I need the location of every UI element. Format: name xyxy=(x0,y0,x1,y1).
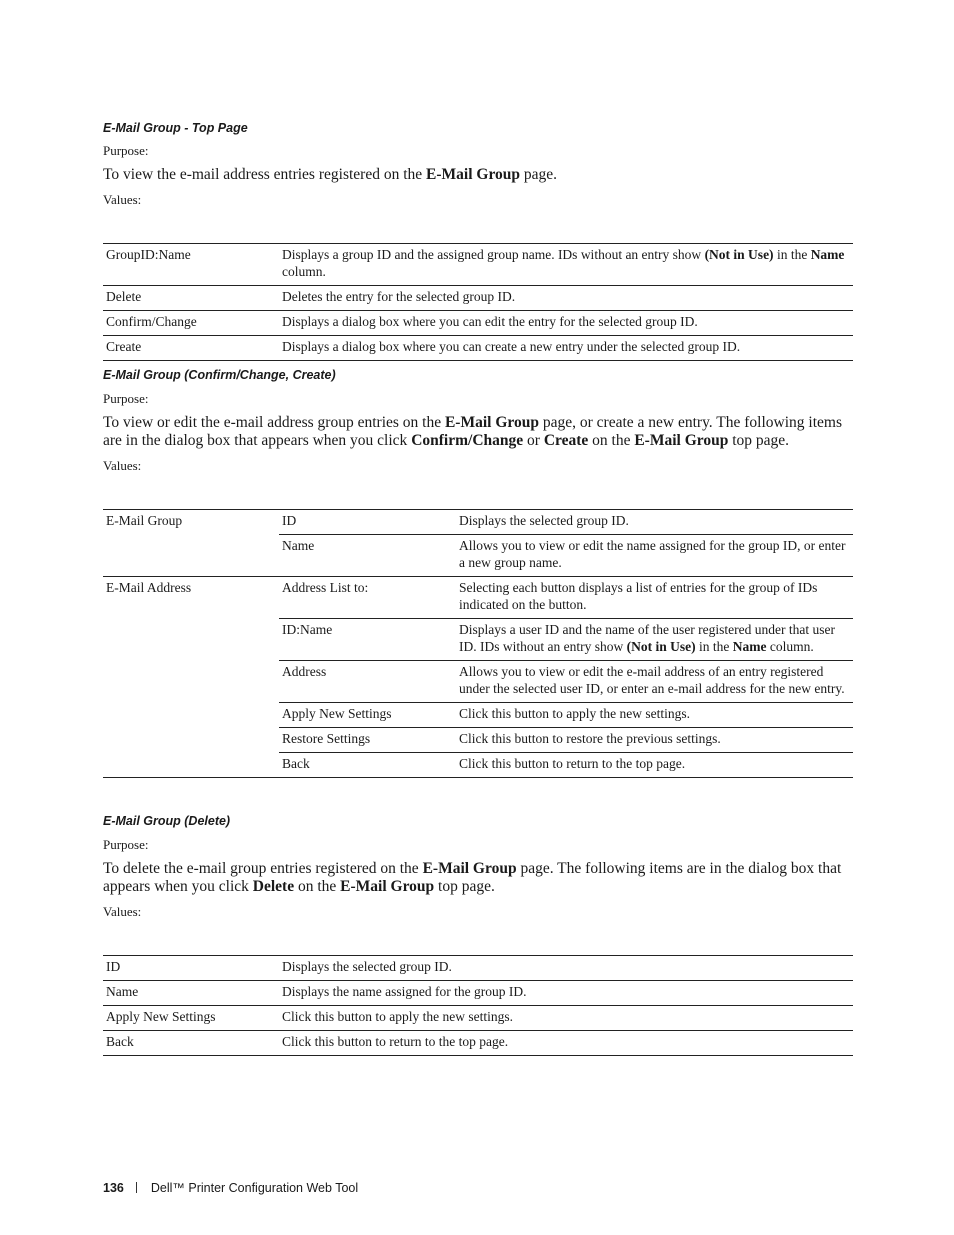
desc-cell: Selecting each button displays a list of entries for the group of IDs indicated on the button. xyxy=(456,577,853,619)
desc-cell: Displays a dialog box where you can create a new entry under the selected group ID. xyxy=(282,339,741,354)
values-table-top xyxy=(103,243,853,361)
desc-cell: Click this button to restore the previous settings. xyxy=(456,728,853,753)
term-cell: Confirm/Change xyxy=(106,314,197,329)
desc-cell: Allows you to view or edit the e-mail address of an entry registered under the selected user ID, or enter an e-mail address for the new entry. xyxy=(456,661,853,703)
table-row xyxy=(103,1031,853,1056)
values-table-confirm xyxy=(103,509,853,778)
table-row xyxy=(103,956,853,981)
page-footer xyxy=(103,1181,358,1195)
purpose-text: To delete the e-mail group entries registered on the E-Mail Group page. The following items are in the dialog box that appears when you click Delete on the E-Mail Group top page. xyxy=(103,860,842,895)
desc-cell: Displays a user ID and the name of the user registered under that user ID. IDs without an entry show (Not in Use) in the Name column. xyxy=(456,619,853,661)
term-cell: Restore Settings xyxy=(279,728,456,753)
footer-title: Dell™ Printer Configuration Web Tool xyxy=(150,1181,359,1195)
table-row xyxy=(103,510,853,535)
table-row xyxy=(103,981,853,1006)
term-cell: Back xyxy=(282,756,310,771)
group-cell: E-Mail Group xyxy=(103,510,279,577)
group-cell: E-Mail Address xyxy=(106,580,192,595)
table-row xyxy=(103,577,853,619)
desc-cell: Displays the selected group ID. xyxy=(456,510,853,535)
term-cell: ID:Name xyxy=(279,619,456,661)
term-cell: Name xyxy=(279,535,456,577)
term-cell: Back xyxy=(106,1034,134,1049)
purpose-text: To view the e-mail address entries registered on the E-Mail Group page. xyxy=(103,166,558,183)
values-label: Values: xyxy=(103,192,142,207)
section-heading-confirm: E-Mail Group (Confirm/Change, Create) xyxy=(103,368,336,382)
term-cell: ID xyxy=(106,959,121,974)
term-cell: Create xyxy=(106,339,142,354)
desc-cell: Allows you to view or edit the name assigned for the group ID, or enter a new group name. xyxy=(456,535,853,577)
desc-cell: Click this button to return to the top page. xyxy=(282,1034,509,1049)
desc-cell: Displays the name assigned for the group ID. xyxy=(282,984,527,999)
section-heading-top: E-Mail Group - Top Page xyxy=(103,121,248,135)
term-cell: Address xyxy=(279,661,456,703)
section-heading-delete: E-Mail Group (Delete) xyxy=(103,814,231,828)
table-row xyxy=(103,336,853,361)
values-label: Values: xyxy=(103,458,142,473)
term-cell: ID xyxy=(279,510,456,535)
purpose-text: To view or edit the e-mail address group entries on the E-Mail Group page, or create a new entry. The following items are in the dialog box that appears when you click Confirm/Change or Create on the E-Mail Group top page. xyxy=(103,414,842,449)
purpose-label: Purpose: xyxy=(103,143,149,158)
term-cell: Apply New Settings xyxy=(279,703,456,728)
footer-separator xyxy=(136,1182,137,1193)
term-cell: GroupID:Name xyxy=(106,247,191,262)
table-row xyxy=(103,244,853,286)
term-cell: Address List to: xyxy=(279,577,456,619)
page-number: 136 xyxy=(103,1181,124,1195)
table-row xyxy=(103,311,853,336)
term-cell: Name xyxy=(106,984,139,999)
term-cell: Apply New Settings xyxy=(106,1009,216,1024)
purpose-label: Purpose: xyxy=(103,837,149,852)
desc-cell: Deletes the entry for the selected group ID. xyxy=(282,289,516,304)
values-table-delete xyxy=(103,955,853,1056)
desc-cell: Click this button to apply the new settings. xyxy=(282,1009,513,1024)
purpose-label: Purpose: xyxy=(103,391,149,406)
desc-cell: Displays a group ID and the assigned group name. IDs without an entry show (Not in Use) in the Name column. xyxy=(282,247,845,279)
table-row xyxy=(103,286,853,311)
term-cell: Delete xyxy=(106,289,142,304)
desc-cell: Click this button to apply the new settings. xyxy=(456,703,853,728)
desc-cell: Displays a dialog box where you can edit the entry for the selected group ID. xyxy=(282,314,698,329)
desc-cell: Click this button to return to the top page. xyxy=(459,756,686,771)
table-row xyxy=(103,1006,853,1031)
desc-cell: Displays the selected group ID. xyxy=(282,959,452,974)
values-label: Values: xyxy=(103,904,142,919)
